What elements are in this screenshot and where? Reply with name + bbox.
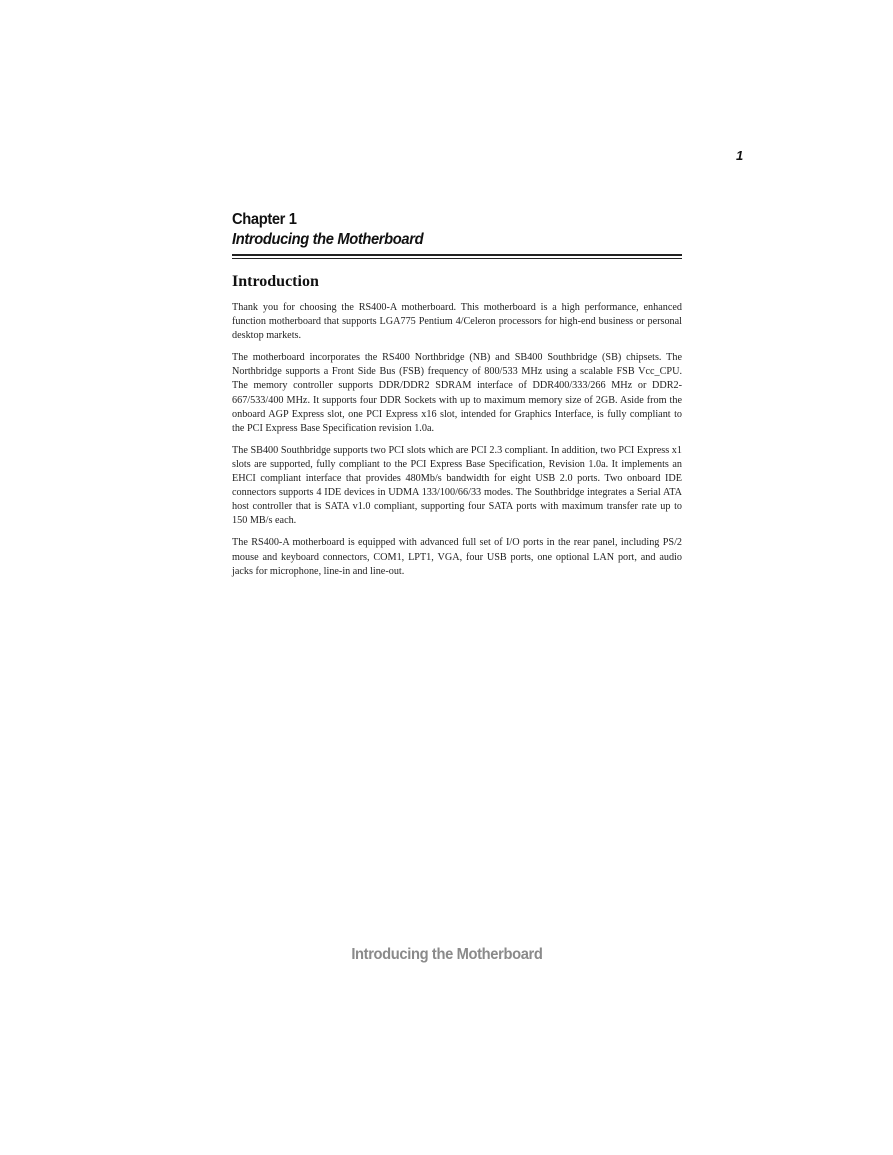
footer-text: Introducing the Motherboard xyxy=(350,946,543,963)
chapter-title: Introducing the Motherboard xyxy=(232,231,424,248)
chapter-header xyxy=(232,210,682,259)
paragraph-2: The motherboard incorporates the RS400 Northbridge (NB) and SB400 Southbridge (SB) chipsets. The Northbridge supports a Front Side Bus (FSB) frequency of 800/533 MHz using a scalable FSB Vcc_CPU. The memory controller supports DDR/DDR2 SDRAM interface of DDR400/333/266 MHz or DDR2-667/533/400 MHz. It supports four DDR Sockets with up to maximum memory size of 2GB. Aside from the onboard AGP Express slot, one PCI Express x16 slot, intended for Graphics Interface, is fully compliant to the PCI Express Base Specification revision 1.0a. xyxy=(232,352,682,434)
chapter-label: Chapter 1 xyxy=(232,211,297,228)
paragraph-3: The SB400 Southbridge supports two PCI slots which are PCI 2.3 compliant. In addition, two PCI Express x1 slots are supported, fully compliant to the PCI Express Base Specification, Revision 1.0a. It implements an EHCI compliant interface that provides 480Mb/s bandwidth for eight USB 2.0 ports. Two onboard IDE connectors supports 4 IDE devices in UDMA 133/100/66/33 modes. The Southbridge integrates a Serial ATA host controller that is SATA v1.0 compliant, supporting four SATA ports with maximum transfer rate up to 150 MB/s each. xyxy=(232,444,682,527)
chapter-rule-thick xyxy=(232,254,682,256)
section-introduction xyxy=(232,271,682,587)
paragraph-4: The RS400-A motherboard is equipped with advanced full set of I/O ports in the rear panel, including PS/2 mouse and keyboard connectors, COM1, LPT1, VGA, four USB ports, one optional LAN port, and audio jacks for microphone, line-in and line-out. xyxy=(232,537,682,577)
section-heading: Introduction xyxy=(232,273,319,290)
chapter-rule-thin xyxy=(232,258,682,259)
running-footer xyxy=(0,946,893,964)
page-number: 1 xyxy=(736,148,744,163)
paragraph-1: Thank you for choosing the RS400-A motherboard. This motherboard is a high performance, enhanced function motherboard that supports LGA775 Pentium 4/Celeron processors for high-end business or personal desktop markets. xyxy=(232,302,682,342)
